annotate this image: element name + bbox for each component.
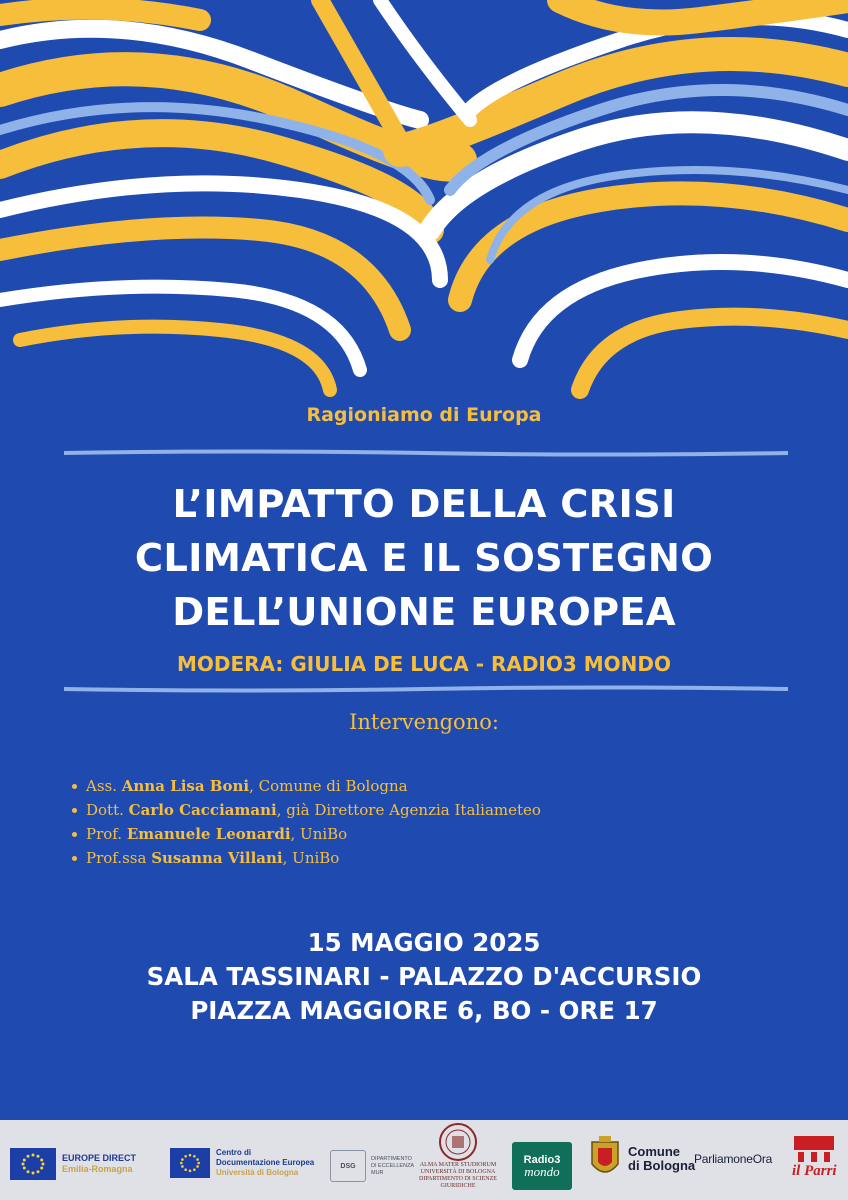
parri-name: il Parri [792,1163,837,1179]
divider-bottom [64,684,788,694]
unibo-line-3: DIPARTIMENTO DI SCIENZE GIURIDICHE [419,1176,497,1189]
dsg-line-2: DI ECCELLENZA [371,1162,415,1169]
speaker-title: Prof. [86,825,127,843]
radio3-mondo-logo [512,1142,572,1190]
title-line-1: L’IMPATTO DELLA CRISI [172,482,676,527]
speaker-affiliation: , Comune di Bologna [249,777,408,795]
eu-flag-icon [10,1148,56,1180]
parri-emblem-icon [792,1134,836,1164]
event-info [0,926,848,1028]
sponsor-footer [0,1120,848,1200]
speaker-name: Emanuele Leonardi [126,825,291,843]
europe-direct-logo [10,1148,136,1180]
eu-flag-icon [170,1148,210,1178]
speaker-affiliation: , UniBo [282,849,340,867]
parliamone-name: ParliamoneOra [694,1152,773,1166]
il-parri-logo [792,1134,837,1178]
speakers-list [70,774,541,870]
cde-line-1: Centro di [216,1148,252,1157]
moderator: MODERA: GIULIA DE LUCA - RADIO3 MONDO [176,652,672,676]
unibo-line-2: UNIVERSITÀ DI BOLOGNA [420,1169,496,1175]
speaker-name: Carlo Cacciamani [128,801,277,819]
event-date: 15 MAGGIO 2025 [307,928,541,957]
speaker-affiliation: , UniBo [290,825,348,843]
brush-stroke-artwork [0,0,848,400]
event-title [0,478,848,640]
title-line-2: CLIMATICA E IL SOSTEGNO [134,536,714,581]
comune-line-1: Comune [628,1144,680,1159]
radio3-name: Radio3 [523,1154,561,1166]
speakers-heading: Intervengono: [349,710,499,734]
comune-line-2: di Bologna [628,1158,696,1173]
speaker-item [70,774,541,798]
europe-direct-region: Emilia-Romagna [62,1164,133,1174]
cde-logo [170,1148,314,1178]
series-label: Ragioniamo di Europa [306,404,542,426]
parliamone-ora-logo [694,1152,772,1166]
comune-crest-icon [588,1134,622,1184]
speaker-item [70,822,541,846]
speaker-title: Ass. [86,777,122,795]
speaker-item [70,798,541,822]
speaker-title: Prof.ssa [86,849,152,867]
unibo-line-1: ALMA MATER STUDIORUM [419,1162,497,1168]
unibo-logo [406,1122,510,1190]
dsg-line-3: MUR [371,1169,384,1176]
divider-top [64,448,788,458]
speaker-name: Susanna Villani [151,849,283,867]
event-venue: SALA TASSINARI - PALAZZO D'ACCURSIO [146,962,702,991]
unibo-seal-icon [438,1122,478,1162]
speaker-affiliation: , già Direttore Agenzia Italiameteo [276,801,541,819]
speaker-name: Anna Lisa Boni [121,777,250,795]
europe-direct-name: EUROPE DIRECT [62,1153,137,1163]
radio3-mondo: mondo [524,1164,560,1179]
speaker-item [70,846,541,870]
dsg-badge: DSG [330,1150,366,1182]
event-address-time: PIAZZA MAGGIORE 6, BO - ORE 17 [190,996,658,1025]
speaker-title: Dott. [86,801,129,819]
cde-line-2: Documentazione Europea [216,1158,315,1167]
cde-line-3: Università di Bologna [216,1168,299,1177]
comune-bologna-logo [588,1134,695,1184]
dsg-line-1: DIPARTIMENTO [371,1155,412,1162]
title-line-3: DELL’UNIONE EUROPEA [172,590,676,635]
